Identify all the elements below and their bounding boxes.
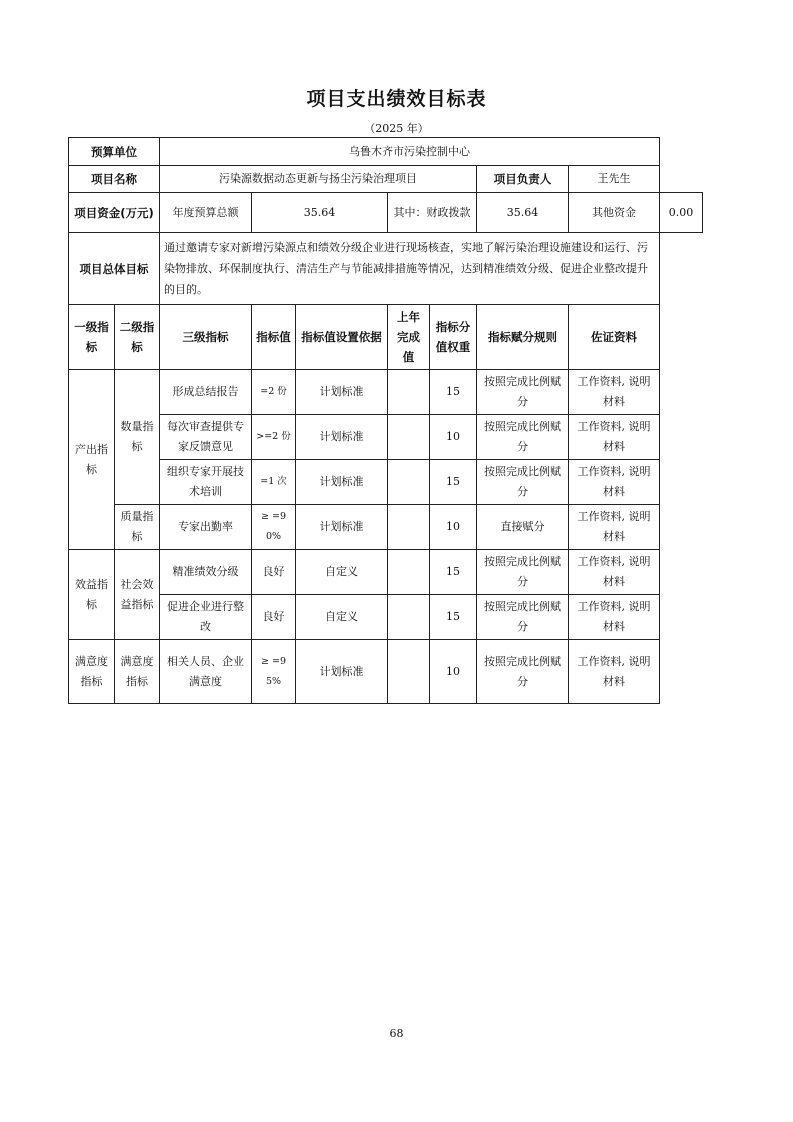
indicator-weight: 15 xyxy=(430,460,477,505)
project-leader-value: 王先生 xyxy=(569,166,660,193)
group-satisfaction-sub: 满意度指标 xyxy=(115,640,160,704)
indicator-value: 良好 xyxy=(252,550,296,595)
indicator-weight: 10 xyxy=(430,640,477,704)
indicator-rule: 按照完成比例赋分 xyxy=(477,370,569,415)
header-last-year: 上年完成值 xyxy=(388,305,430,370)
group-quantity: 数量指标 xyxy=(115,370,160,505)
project-name-label: 项目名称 xyxy=(69,166,160,193)
indicator-last xyxy=(388,595,430,640)
budget-unit-value: 乌鲁木齐市污染控制中心 xyxy=(160,138,660,166)
indicator-evidence: 工作资料, 说明材料 xyxy=(569,415,660,460)
group-benefit: 效益指标 xyxy=(69,550,115,640)
header-level2: 二级指标 xyxy=(115,305,160,370)
header-rule: 指标赋分规则 xyxy=(477,305,569,370)
indicator-weight: 15 xyxy=(430,370,477,415)
header-basis: 指标值设置依据 xyxy=(296,305,388,370)
indicator-basis: 计划标准 xyxy=(296,415,388,460)
indicator-basis: 计划标准 xyxy=(296,505,388,550)
header-evidence: 佐证资料 xyxy=(569,305,660,370)
indicator-name: 组织专家开展技术培训 xyxy=(160,460,252,505)
fiscal-label: 其中：财政拨款 xyxy=(388,193,477,233)
goal-label: 项目总体目标 xyxy=(69,233,160,305)
indicator-evidence: 工作资料, 说明材料 xyxy=(569,550,660,595)
indicator-basis: 计划标准 xyxy=(296,640,388,704)
other-funds-label: 其他资金 xyxy=(569,193,660,233)
indicator-weight: 10 xyxy=(430,415,477,460)
indicator-rule: 按照完成比例赋分 xyxy=(477,550,569,595)
header-level1: 一级指标 xyxy=(69,305,115,370)
indicator-last xyxy=(388,460,430,505)
indicator-last xyxy=(388,505,430,550)
header-value: 指标值 xyxy=(252,305,296,370)
indicator-value: ≥ =90% xyxy=(252,505,296,550)
indicator-last xyxy=(388,640,430,704)
goal-text: 通过邀请专家对新增污染源点和绩效分级企业进行现场核查，实地了解污染治理设施建设和运行、污染物排放、环保制度执行、清洁生产与节能减排措施等情况，达到精准绩效分级、促进企业整改提升的目的。 xyxy=(160,233,660,305)
indicator-basis: 自定义 xyxy=(296,595,388,640)
indicator-name: 每次审查提供专家反馈意见 xyxy=(160,415,252,460)
indicator-basis: 计划标准 xyxy=(296,460,388,505)
fiscal-value: 35.64 xyxy=(477,193,569,233)
indicator-weight: 15 xyxy=(430,550,477,595)
page-title: 项目支出绩效目标表 xyxy=(306,88,487,110)
group-output: 产出指标 xyxy=(69,370,115,550)
other-funds-value: 0.00 xyxy=(660,193,703,233)
indicator-value: =1 次 xyxy=(252,460,296,505)
indicator-name: 相关人员、企业满意度 xyxy=(160,640,252,704)
performance-table xyxy=(68,137,703,704)
group-quality: 质量指标 xyxy=(115,505,160,550)
indicator-value: =2 份 xyxy=(252,370,296,415)
indicator-evidence: 工作资料, 说明材料 xyxy=(569,595,660,640)
indicator-last xyxy=(388,415,430,460)
indicator-rule: 按照完成比例赋分 xyxy=(477,595,569,640)
indicator-name: 形成总结报告 xyxy=(160,370,252,415)
indicator-weight: 15 xyxy=(430,595,477,640)
year-label: （2025 年） xyxy=(364,122,429,135)
indicator-last xyxy=(388,370,430,415)
project-leader-label: 项目负责人 xyxy=(477,166,569,193)
budget-unit-label: 预算单位 xyxy=(69,138,160,166)
page-number: 68 xyxy=(389,1027,404,1040)
indicator-name: 精准绩效分级 xyxy=(160,550,252,595)
header-weight: 指标分值权重 xyxy=(430,305,477,370)
funds-label: 项目资金(万元) xyxy=(69,193,160,233)
indicator-name: 专家出勤率 xyxy=(160,505,252,550)
header-level3: 三级指标 xyxy=(160,305,252,370)
indicator-evidence: 工作资料, 说明材料 xyxy=(569,370,660,415)
indicator-value: ≥ =95% xyxy=(252,640,296,704)
indicator-rule: 按照完成比例赋分 xyxy=(477,460,569,505)
indicator-name: 促进企业进行整改 xyxy=(160,595,252,640)
group-satisfaction: 满意度指标 xyxy=(69,640,115,704)
indicator-value: 良好 xyxy=(252,595,296,640)
indicator-rule: 按照完成比例赋分 xyxy=(477,640,569,704)
annual-budget-value: 35.64 xyxy=(252,193,388,233)
indicator-rule: 直接赋分 xyxy=(477,505,569,550)
indicator-evidence: 工作资料, 说明材料 xyxy=(569,460,660,505)
project-name-value: 污染源数据动态更新与扬尘污染治理项目 xyxy=(160,166,477,193)
indicator-evidence: 工作资料, 说明材料 xyxy=(569,505,660,550)
indicator-evidence: 工作资料, 说明材料 xyxy=(569,640,660,704)
indicator-value: >=2 份 xyxy=(252,415,296,460)
indicator-weight: 10 xyxy=(430,505,477,550)
indicator-last xyxy=(388,550,430,595)
annual-budget-label: 年度预算总额 xyxy=(160,193,252,233)
indicator-basis: 计划标准 xyxy=(296,370,388,415)
indicator-basis: 自定义 xyxy=(296,550,388,595)
group-social: 社会效益指标 xyxy=(115,550,160,640)
indicator-rule: 按照完成比例赋分 xyxy=(477,415,569,460)
